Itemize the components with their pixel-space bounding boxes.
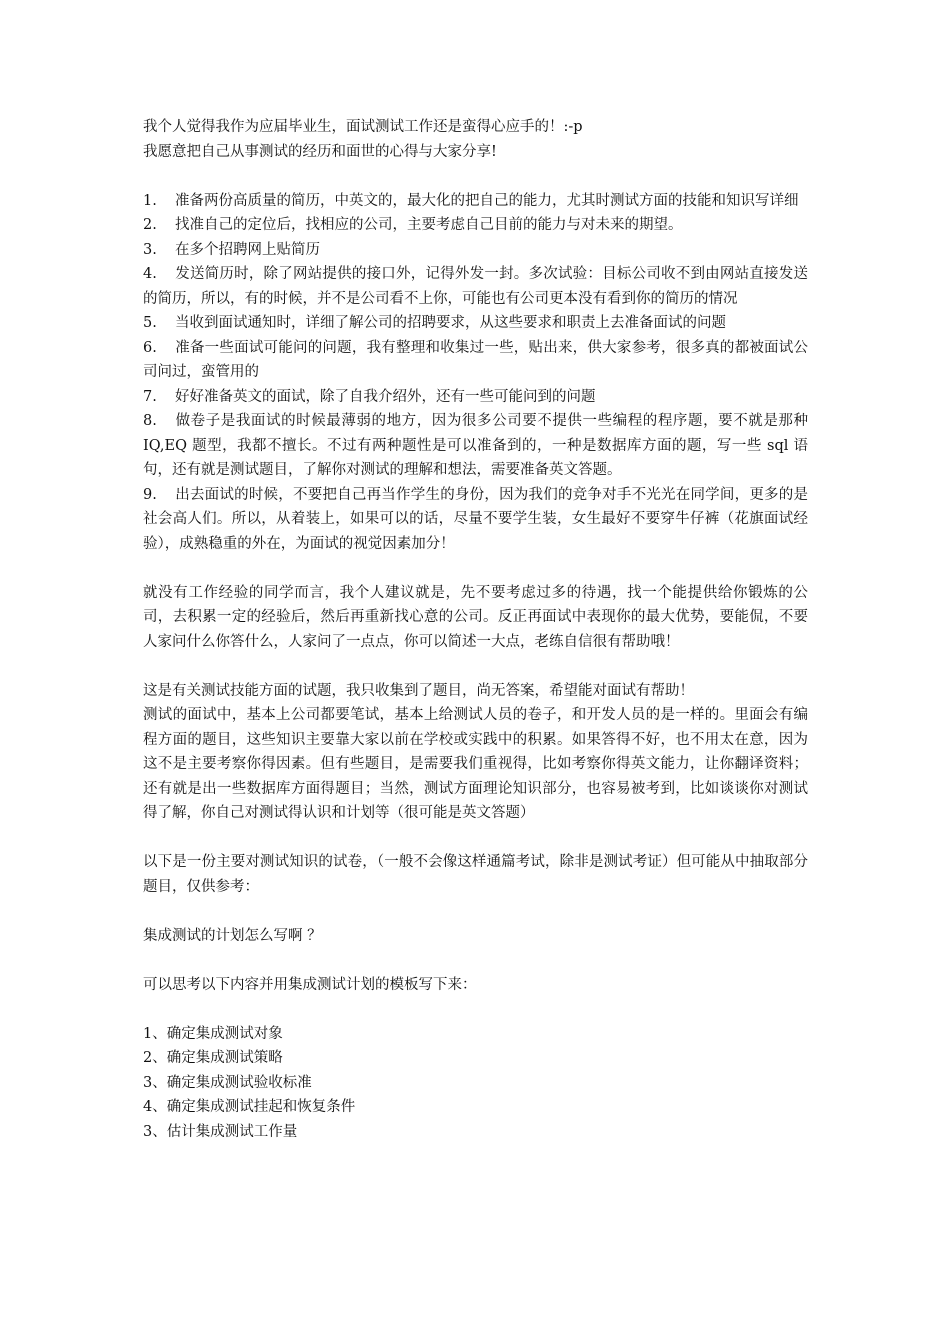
plan-list xyxy=(143,1022,808,1145)
tip-number: 3. xyxy=(143,241,157,258)
tip-text: 好好准备英文的面试，除了自我介绍外，还有一些可能问到的问题 xyxy=(175,388,596,405)
written-test-paragraph: 测试的面试中，基本上公司都要笔试，基本上给测试人员的卷子，和开发人员的是一样的。里面会有编程方面的题目，这些知识主要靠大家以前在学校或实践中的积累。如果答得不好，也不用太在意，因为这不是主要考察你得因素。但有些题目，是需要我们重视得，比如考察你得英文能力，让你翻译资料；还有就是出一些数据库方面得题目；当然，测试方面理论知识部分，也容易被考到，比如谈谈你对测试得了解，你自己对测试得认识和计划等（很可能是英文答题） xyxy=(143,707,808,821)
document-body xyxy=(143,115,808,1144)
tip-item xyxy=(143,262,808,311)
tip-number: 5. xyxy=(143,315,157,331)
paragraph-gap xyxy=(143,997,808,1022)
plan-item: 2、确定集成测试策略 xyxy=(143,1050,283,1066)
tip-item xyxy=(143,213,808,238)
intro-line: 我个人觉得我作为应届毕业生，面试测试工作还是蛮得心应手的！:-p xyxy=(143,119,583,135)
paragraph-gap xyxy=(143,899,808,924)
tip-number: 7. xyxy=(143,388,157,405)
paragraph-gap xyxy=(143,948,808,973)
tip-item xyxy=(143,189,808,214)
questions-intro: 这是有关测试技能方面的试题，我只收集到了题目，尚无答案，希望能对面试有帮助！ xyxy=(143,682,694,699)
question-heading: 集成测试的计划怎么写啊 ？ xyxy=(143,927,322,944)
tip-number: 1. xyxy=(143,192,157,209)
tip-number: 2. xyxy=(143,217,157,233)
plan-item: 3、估计集成测试工作量 xyxy=(143,1123,298,1140)
advice-paragraph: 就没有工作经验的同学而言，我个人建议就是，先不要考虑过多的待遇，找一个能提供给你锻炼的公司，去积累一定的经验后，然后再重新找心意的公司。反正再面试中表现你的最大优势，要能侃，不要人家问什么你答什么，人家问了一点点，你可以简述一大点，老练自信很有帮助哦！ xyxy=(143,584,808,650)
tip-text: 做卷子是我面试的时候最薄弱的地方，因为很多公司要不提供一些编程的程序题，要不就是那种 IQ,EQ 题型，我都不擅长。不过有两种题性是可以准备到的，一种是数据库方面的题，写一些 sql 语句，还有就是测试题目，了解你对测试的理解和想法，需要准备英文答题。 xyxy=(143,413,808,478)
tip-text: 准备两份高质量的简历，中英文的，最大化的把自己的能力，尤其时测试方面的技能和知识写详细 xyxy=(175,192,799,209)
tip-number: 6. xyxy=(143,339,157,356)
tips-list xyxy=(143,189,808,557)
tip-item xyxy=(143,409,808,483)
tip-item xyxy=(143,311,808,336)
tip-item xyxy=(143,336,808,385)
paragraph-gap xyxy=(143,164,808,189)
answer-intro: 可以思考以下内容并用集成测试计划的模板写下来： xyxy=(143,976,477,993)
tip-text: 出去面试的时候，不要把自己再当作学生的身份，因为我们的竞争对手不光光在同学间，更多的是社会高人们。所以，从着装上，如果可以的话，尽量不要学生装，女生最好不要穿牛仔裤（花旗面试经验），成熟稳重的外在，为面试的视觉因素加分！ xyxy=(143,486,808,552)
paragraph-gap xyxy=(143,826,808,851)
tip-number: 9. xyxy=(143,486,157,503)
tip-item xyxy=(143,483,808,557)
tip-item xyxy=(143,385,808,410)
plan-item: 3、确定集成测试验收标准 xyxy=(143,1074,312,1091)
paragraph-gap xyxy=(143,654,808,679)
exam-intro: 以下是一份主要对测试知识的试卷，（一般不会像这样通篇考试，除非是测试考证）但可能从中抽取部分题目，仅供参考： xyxy=(143,854,808,895)
tip-number: 8. xyxy=(143,413,157,429)
tip-text: 准备一些面试可能问的问题，我有整理和收集过一些，贴出来，供大家参考，很多真的都被面试公司问过，蛮管用的 xyxy=(143,339,808,380)
tip-text: 找准自己的定位后，找相应的公司，主要考虑自己目前的能力与对未来的期望。 xyxy=(175,217,683,233)
plan-item: 1、确定集成测试对象 xyxy=(143,1025,283,1042)
intro-line: 我愿意把自己从事测试的经历和面世的心得与大家分享! xyxy=(143,143,497,160)
tip-text: 发送简历时，除了网站提供的接口外，记得外发一封。多次试验：目标公司收不到由网站直接发送的简历，所以，有的时候，并不是公司看不上你，可能也有公司更本没有看到你的简历的情况 xyxy=(143,266,808,307)
plan-item: 4、确定集成测试挂起和恢复条件 xyxy=(143,1099,356,1115)
tip-number: 4. xyxy=(143,266,157,282)
paragraph-gap xyxy=(143,556,808,581)
tip-text: 当收到面试通知时，详细了解公司的招聘要求，从这些要求和职责上去准备面试的问题 xyxy=(175,315,726,331)
tip-item xyxy=(143,238,808,263)
tip-text: 在多个招聘网上贴简历 xyxy=(175,241,320,258)
